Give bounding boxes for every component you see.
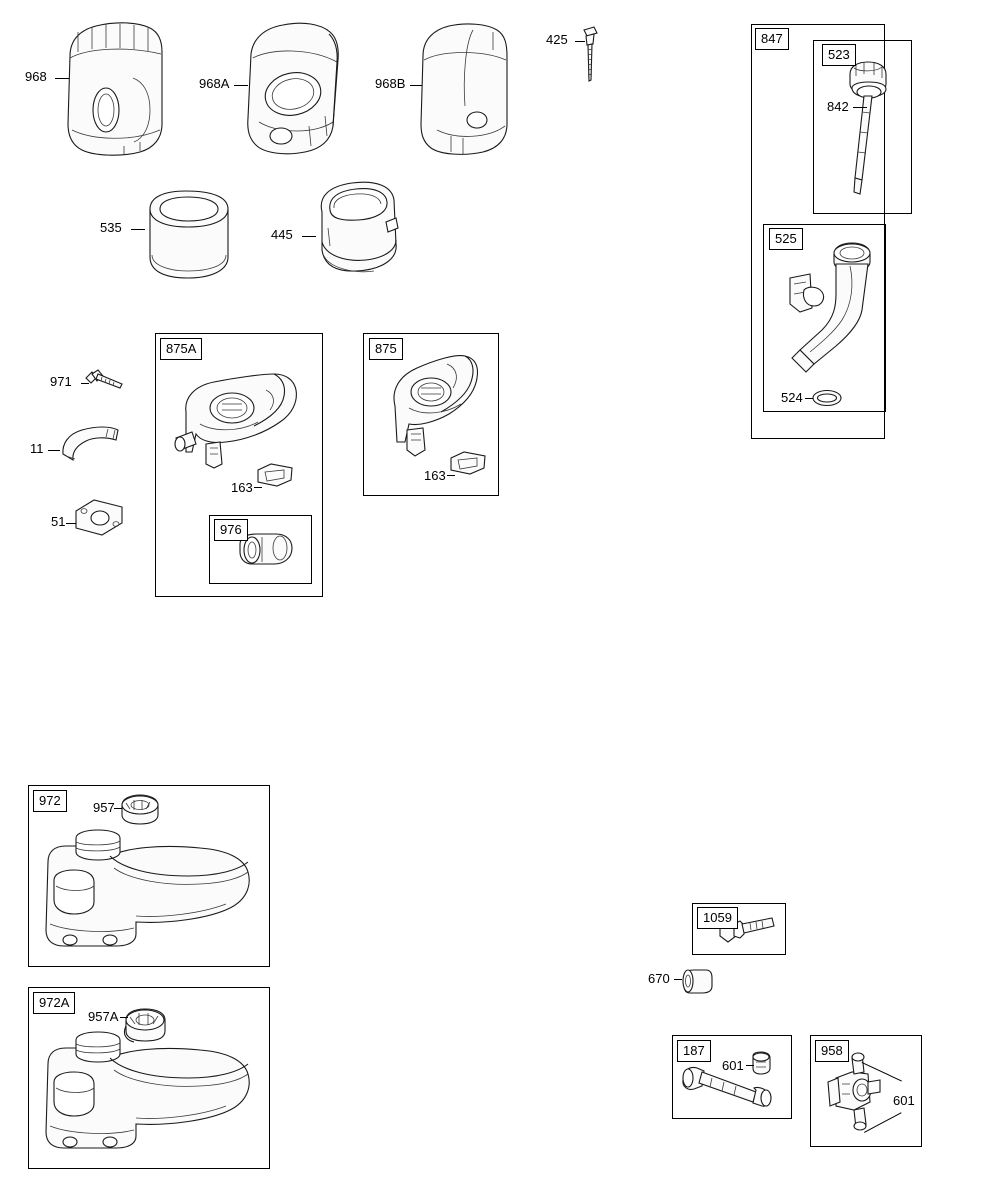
part-524-o-ring xyxy=(811,388,843,408)
callout-968A: 968A xyxy=(199,76,230,91)
leader-670 xyxy=(674,979,682,980)
leader-163-b xyxy=(447,475,455,476)
callout-11: 11 xyxy=(30,441,44,456)
leader-11 xyxy=(48,450,60,451)
callout-535: 535 xyxy=(100,220,122,235)
callout-842: 842 xyxy=(827,99,849,114)
boxed-callout-976: 976 xyxy=(214,519,248,541)
callout-670: 670 xyxy=(648,971,670,986)
leader-425 xyxy=(575,41,585,42)
callout-957: 957 xyxy=(93,800,115,815)
part-425-screw xyxy=(578,24,604,86)
leader-601-a xyxy=(746,1065,754,1066)
leader-968A xyxy=(234,85,248,86)
part-670-bushing xyxy=(678,968,714,996)
part-51-gasket xyxy=(72,497,128,539)
boxed-callout-847: 847 xyxy=(755,28,789,50)
boxed-callout-187: 187 xyxy=(677,1040,711,1062)
callout-425: 425 xyxy=(546,32,568,47)
boxed-callout-972A: 972A xyxy=(33,992,75,1014)
part-957-fuel-cap xyxy=(116,793,164,827)
callout-163-a: 163 xyxy=(231,480,253,495)
part-957A-fuel-cap xyxy=(120,1006,172,1044)
boxed-callout-875A: 875A xyxy=(160,338,202,360)
callout-968: 968 xyxy=(25,69,47,84)
callout-445: 445 xyxy=(271,227,293,242)
part-11-breather-tube xyxy=(58,420,124,466)
boxed-callout-1059: 1059 xyxy=(697,907,738,929)
part-445-pre-cleaner xyxy=(310,178,406,280)
leader-842 xyxy=(853,107,867,108)
callout-601-b: 601 xyxy=(893,1093,915,1108)
part-523-dipstick xyxy=(828,58,900,208)
part-972A-fuel-tank xyxy=(40,1030,258,1160)
callout-601-a: 601 xyxy=(722,1058,744,1073)
part-525-oil-fill-tube xyxy=(778,238,878,378)
callout-163-b: 163 xyxy=(424,468,446,483)
part-972-fuel-tank xyxy=(40,828,258,958)
callout-957A: 957A xyxy=(88,1009,119,1024)
leader-968 xyxy=(55,78,69,79)
boxed-callout-972: 972 xyxy=(33,790,67,812)
leader-51 xyxy=(66,523,76,524)
part-163-gasket-b xyxy=(448,450,488,476)
leader-968B xyxy=(410,85,422,86)
boxed-callout-958: 958 xyxy=(815,1040,849,1062)
callout-524: 524 xyxy=(781,390,803,405)
part-535-air-filter xyxy=(140,185,240,285)
callout-51: 51 xyxy=(51,514,66,529)
part-971-screw xyxy=(84,366,128,390)
leader-163-a xyxy=(254,487,262,488)
leader-957 xyxy=(114,808,122,809)
leader-971 xyxy=(81,383,89,384)
part-601-clamp-a xyxy=(748,1050,774,1076)
part-968B-air-cleaner-cover xyxy=(413,20,513,160)
leader-535 xyxy=(131,229,145,230)
part-163-gasket-a xyxy=(255,462,295,488)
leader-445 xyxy=(302,236,316,237)
boxed-callout-875: 875 xyxy=(369,338,403,360)
leader-957A xyxy=(120,1017,128,1018)
callout-968B: 968B xyxy=(375,76,406,91)
part-968A-air-cleaner-cover xyxy=(237,18,347,158)
callout-971: 971 xyxy=(50,374,72,389)
part-968-air-cleaner-cover xyxy=(58,18,168,158)
leader-524 xyxy=(805,398,813,399)
boxed-callout-525: 525 xyxy=(769,228,803,250)
boxed-callout-523: 523 xyxy=(822,44,856,66)
